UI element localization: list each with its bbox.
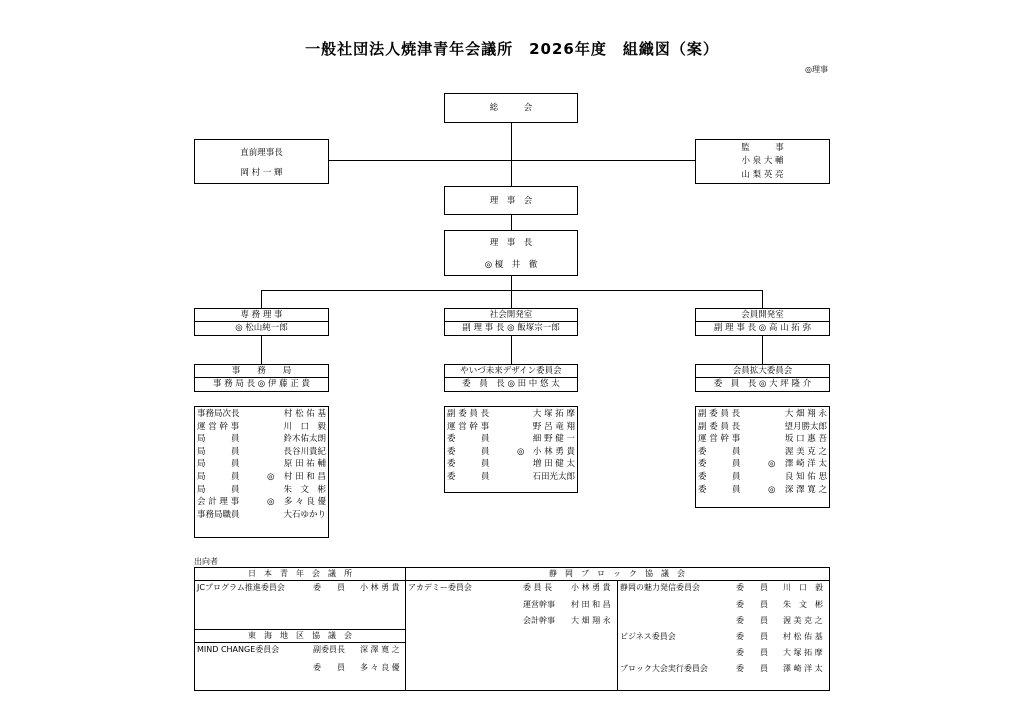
academy-role: 会計幹事 [523, 616, 555, 625]
member-role: 運 営 幹 事 [698, 434, 741, 445]
shizuoka-role: 委 員 [736, 616, 768, 625]
senmu-title: 専 務 理 事 [195, 309, 328, 322]
kakudai-header-box [695, 364, 830, 392]
kakudai-head: 委 員 長 ◎ 大 坪 隆 介 [713, 379, 812, 390]
member-name: 澤 崎 洋 太 [784, 459, 827, 470]
member-role: 委 員 [698, 472, 741, 483]
member-role: 副 委 員 長 [447, 409, 490, 420]
member-role: 会 計 理 事 [197, 497, 240, 508]
shizuoka-role: 委 員 [736, 664, 768, 673]
shizuoka-role: 委 員 [736, 648, 768, 657]
connector [511, 214, 512, 230]
academy-name: 大 畑 翔 永 [571, 616, 611, 625]
divider [405, 568, 406, 690]
connector [300, 160, 695, 161]
jimukyoku-head: 事 務 局 長 ◎ 伊 藤 正 貴 [212, 379, 311, 390]
member-name: 長谷川貴紀 [283, 446, 326, 457]
nihon-name: 小 林 勇 貴 [360, 583, 400, 592]
page-title: 一般社団法人焼津青年会議所 2026年度 組織図（案） [305, 40, 719, 58]
member-role: 委 員 [447, 459, 490, 470]
zen-rijicho-title: 直前理事長 [240, 148, 283, 158]
member-mark: ◎ [267, 497, 275, 508]
zen-rijicho-box [194, 139, 329, 184]
shizuoka-name: 大 塚 拓 摩 [783, 648, 823, 657]
yaizu-title: やいづ未来デザイン委員会 [445, 365, 577, 378]
kanji-title: 監 事 [741, 143, 784, 153]
divider [195, 642, 405, 643]
member-name: 村 松 佑 基 [283, 409, 326, 420]
connector [511, 336, 512, 364]
member-role: 事務局職員 [197, 509, 240, 520]
kanji-member: 山 梨 英 亮 [741, 170, 784, 180]
jimukyoku-header-box [194, 364, 329, 392]
divider [195, 629, 405, 630]
member-name: 朱 文 彬 [283, 484, 326, 495]
member-name: 石田光太郎 [532, 472, 575, 483]
member-name: 増 田 健 太 [532, 459, 575, 470]
member-role: 運 営 幹 事 [447, 421, 490, 432]
member-role: 局 員 [197, 459, 240, 470]
jimukyoku-members-box [194, 406, 329, 538]
member-name: 大石ゆかり [283, 509, 326, 520]
member-name: 原 田 祐 輔 [283, 459, 326, 470]
yaizu-members-box [444, 406, 578, 493]
legend-riji: ◎理事 [805, 65, 828, 74]
member-role: 副 委 員 長 [698, 409, 741, 420]
member-role: 局 員 [197, 434, 240, 445]
member-name: 細 野 健 一 [532, 434, 575, 445]
member-role: 委 員 [447, 472, 490, 483]
tokai-role: 副委員長 [313, 645, 345, 654]
shukkou-table [194, 567, 830, 691]
member-name: 大 塚 拓 摩 [532, 409, 575, 420]
shizuoka-committee: ブロック大会実行委員会 [620, 664, 708, 673]
academy-name: 小 林 勇 貴 [571, 583, 611, 592]
shizuoka-name: 朱 文 彬 [783, 600, 823, 609]
connector [261, 336, 262, 364]
tokai-committee: MIND CHANGE委員会 [197, 645, 280, 654]
member-mark: ◎ [768, 484, 776, 495]
member-role: 委 員 [447, 434, 490, 445]
shizuoka-role: 委 員 [736, 600, 768, 609]
divider [195, 580, 829, 581]
kanji-box [695, 139, 830, 184]
member-name: 川 口 毅 [283, 421, 326, 432]
member-role: 委 員 [447, 446, 490, 457]
member-name: 渥 美 克 之 [784, 446, 827, 457]
rijicho-title: 理 事 長 [489, 238, 533, 248]
member-role: 運 営 幹 事 [197, 421, 240, 432]
member-name: 村 田 和 昌 [283, 472, 326, 483]
shizuoka-role: 委 員 [736, 632, 768, 641]
connector [511, 123, 512, 186]
member-name: 小 林 勇 貴 [532, 446, 575, 457]
divider [617, 580, 618, 690]
member-role: 委 員 [698, 459, 741, 470]
member-role: 委 員 [698, 446, 741, 457]
shukkou-label: 出向者 [194, 557, 218, 566]
zen-rijicho-name: 岡 村 一 輝 [240, 168, 283, 178]
kanji-member: 小 泉 大 輔 [741, 156, 784, 166]
connector [511, 276, 512, 308]
member-name: 深 澤 寛 之 [784, 484, 827, 495]
academy-name: 村 田 和 昌 [571, 600, 611, 609]
tokai-name: 多 々 良 優 [360, 663, 400, 672]
shizuoka-name: 渥 美 克 之 [783, 616, 823, 625]
member-name: 多 々 良 優 [283, 497, 326, 508]
kakudai-title: 会員拡大委員会 [696, 365, 829, 378]
member-name: 良 知 佑 思 [784, 472, 827, 483]
academy-committee: アカデミー委員会 [408, 583, 472, 592]
shakai-name: 副 理 事 長 ◎ 飯塚宗一郎 [462, 323, 560, 334]
member-role: 局 員 [197, 484, 240, 495]
yaizu-head: 委 員 長 ◎ 田 中 悠 太 [462, 379, 560, 390]
member-name: 野 呂 竜 翔 [532, 421, 575, 432]
shizuoka-committee: ビジネス委員会 [620, 632, 676, 641]
academy-role: 運営幹事 [523, 600, 555, 609]
member-role: 委 員 [698, 484, 741, 495]
tokai-header: 東 海 地 区 協 議 会 [248, 631, 352, 640]
kakudai-members-box [695, 406, 830, 508]
connector [261, 290, 763, 291]
rijicho-name: ◎ 榎 井 徹 [484, 260, 538, 270]
jimukyoku-title: 事 務 局 [195, 365, 328, 378]
member-name: 鈴木佑太朗 [283, 434, 326, 445]
member-mark: ◎ [517, 446, 525, 457]
senmu-box [194, 308, 329, 336]
yaizu-header-box [444, 364, 578, 392]
connector [261, 290, 262, 308]
shizuoka-header: 静 岡 ブ ロ ッ ク 協 議 会 [549, 569, 685, 578]
member-role: 事務局次長 [197, 409, 240, 420]
shizuoka-role: 委 員 [736, 583, 768, 592]
shizuoka-committee: 静岡の魅力発信委員会 [620, 583, 700, 592]
soukai-label: 総 会 [489, 103, 533, 113]
soukai-box [444, 93, 578, 123]
tokai-name: 深 澤 寛 之 [360, 645, 400, 654]
shakai-title: 社会開発室 [445, 309, 577, 322]
member-role: 局 員 [197, 472, 240, 483]
shakai-box [444, 308, 578, 336]
member-mark: ◎ [768, 459, 776, 470]
shizuoka-name: 澤 崎 洋 太 [783, 664, 823, 673]
member-role: 局 員 [197, 446, 240, 457]
kaiin-box [695, 308, 830, 336]
tokai-role: 委 員 [313, 663, 345, 672]
rijikai-label: 理 事 会 [489, 196, 533, 206]
member-role: 副 委 員 長 [698, 421, 741, 432]
nihon-role: 委 員 [313, 583, 345, 592]
nihon-committee: JCプログラム推進委員会 [197, 583, 285, 592]
kaiin-title: 会員開発室 [696, 309, 829, 322]
member-mark: ◎ [267, 472, 275, 483]
connector [762, 290, 763, 308]
rijikai-box [444, 186, 578, 215]
academy-role: 委 員 長 [523, 583, 553, 592]
shizuoka-name: 村 松 佑 基 [783, 632, 823, 641]
member-name: 坂 口 惠 吾 [784, 434, 827, 445]
shizuoka-name: 川 口 毅 [783, 583, 823, 592]
senmu-name: ◎ 松山純一郎 [235, 323, 288, 334]
rijicho-box [444, 230, 578, 276]
connector [762, 336, 763, 364]
member-name: 望月勝太郎 [784, 421, 827, 432]
nihon-header: 日 本 青 年 会 議 所 [248, 569, 352, 578]
kaiin-name: 副 理 事 長 ◎ 高 山 拓 弥 [713, 323, 812, 334]
member-name: 大 畑 翔 永 [784, 409, 827, 420]
